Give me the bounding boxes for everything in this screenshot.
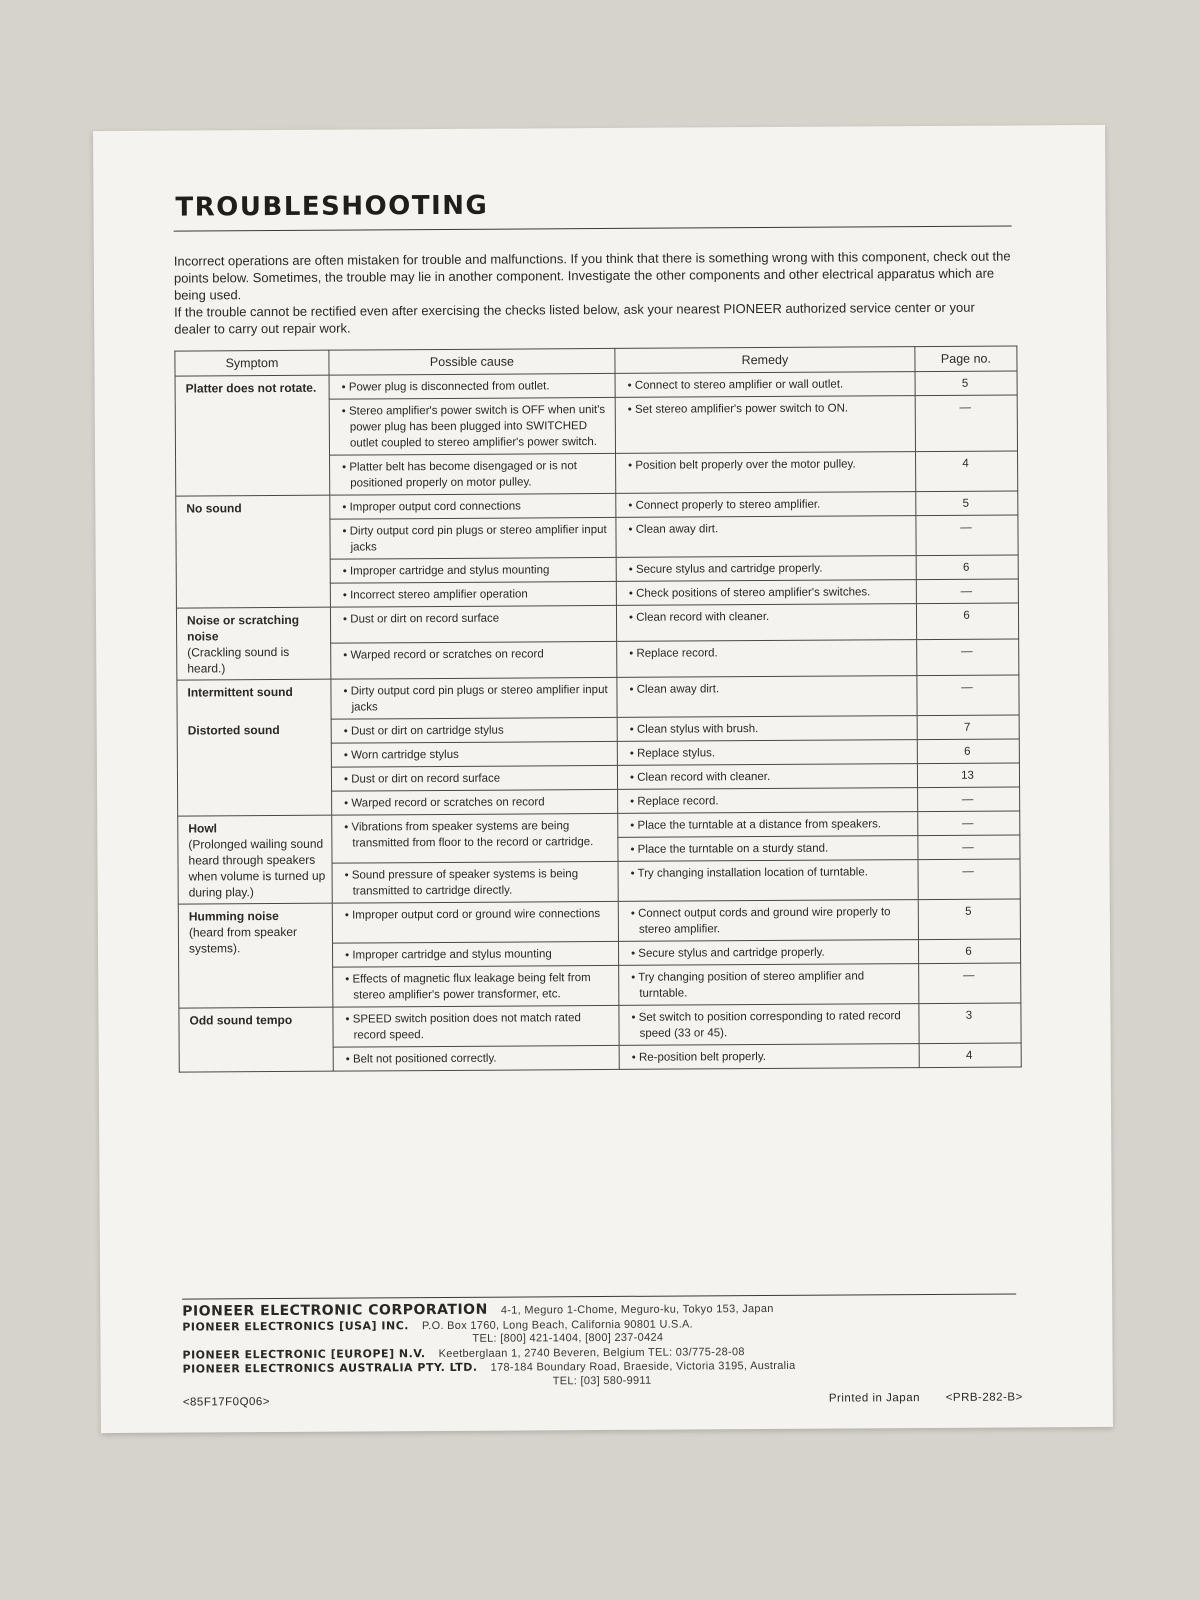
- remedy-cell-text: • Re-position belt properly.: [631, 1051, 766, 1064]
- cause-cell: [330, 517, 616, 559]
- page-title: TROUBLESHOOTING: [175, 190, 489, 223]
- remedy-cell-text: • Check positions of stereo amplifier's switches.: [628, 586, 871, 600]
- remedy-cell-text: • Clean away dirt.: [629, 683, 720, 696]
- cause-cell: [331, 641, 617, 679]
- symptom-cell: [179, 1007, 333, 1072]
- page-cell: —: [919, 963, 1021, 1004]
- cause-cell-text: • Stereo amplifier's power switch is OFF when unit's power plug has been plugged into SWITCHED outlet coupled to stereo amplifier's power switch.: [341, 403, 606, 450]
- remedy-cell-text: • Replace record.: [629, 647, 718, 660]
- header-remedy: Remedy: [615, 347, 915, 374]
- cause-cell: [330, 605, 616, 643]
- page-cell: —: [916, 579, 1018, 604]
- symptom-text: Odd sound tempo: [189, 1012, 293, 1028]
- page-cell: —: [918, 811, 1020, 836]
- cause-cell-text: • Improper output cord connections: [342, 500, 521, 514]
- australia-telephone: TEL: [03] 580-9911: [552, 1374, 652, 1387]
- symptom-text: Noise or scratching noise: [186, 612, 300, 644]
- remedy-cell: [616, 516, 916, 558]
- cause-cell: [330, 453, 616, 495]
- cause-cell: [332, 941, 618, 967]
- remedy-cell: [616, 452, 916, 494]
- cause-cell-text: • SPEED switch position does not match rated record speed.: [345, 1012, 581, 1042]
- remedy-cell-text: • Place the turntable on a sturdy stand.: [630, 842, 829, 856]
- remedy-cell-text: • Clean record with cleaner.: [629, 770, 771, 784]
- remedy-cell: [618, 940, 918, 966]
- page-cell: 6: [916, 555, 1018, 580]
- print-info: [829, 1391, 1023, 1404]
- page-cell: 7: [917, 715, 1019, 740]
- cause-cell-text: • Warped record or scratches on record: [344, 796, 545, 810]
- symptom-text: (Crackling sound is heard.): [187, 644, 290, 676]
- cause-cell-text: • Worn cartridge stylus: [343, 748, 459, 762]
- cause-cell-text: • Dust or dirt on cartridge stylus: [343, 724, 504, 738]
- symptom-text: Distorted sound: [187, 722, 280, 738]
- australia-address: 178-184 Boundary Road, Braeside, Victoria 3195, Australia: [490, 1359, 796, 1374]
- symptom-text: Howl: [188, 821, 218, 836]
- header-page-no: Page no.: [915, 346, 1017, 372]
- cause-cell-text: • Improper output cord or ground wire connections: [344, 908, 601, 922]
- remedy-cell: [618, 788, 918, 814]
- cause-cell: [331, 765, 617, 791]
- remedy-cell: [619, 964, 919, 1006]
- remedy-cell: [615, 396, 915, 454]
- cause-cell: [332, 861, 618, 903]
- symptom-cell: [178, 903, 333, 1008]
- printed-in-label: Printed in Japan: [828, 1392, 921, 1405]
- page-cell: 4: [916, 451, 1018, 492]
- remedy-cell-text: • Position belt properly over the motor pulley.: [628, 458, 856, 472]
- page-cell: 6: [917, 739, 1019, 764]
- cause-cell-text: • Warped record or scratches on record: [343, 648, 544, 662]
- remedy-cell: [618, 836, 918, 862]
- footer-divider: [182, 1293, 1016, 1299]
- cause-cell: [331, 741, 617, 767]
- remedy-cell: [615, 372, 915, 398]
- remedy-cell: [618, 812, 918, 838]
- table-row: [176, 603, 1018, 644]
- remedy-cell-text: • Clean away dirt.: [628, 523, 719, 536]
- symptom-cell: [177, 679, 332, 816]
- cause-cell-text: • Vibrations from speaker systems are being transmitted from floor to the record or cartridge.: [344, 820, 594, 850]
- remedy-cell: [617, 740, 917, 766]
- page-cell: 13: [917, 763, 1019, 788]
- page-cell: 5: [916, 491, 1018, 516]
- symptom-cell: [178, 815, 333, 904]
- intro-paragraph-2: If the trouble cannot be rectified even after exercising the checks listed below, ask your nearest PIONEER authorized service center or your dealer to carry out repair work.: [174, 299, 975, 337]
- document-code: <85F17F0Q06>: [182, 1396, 271, 1409]
- header-symptom: Symptom: [175, 350, 329, 376]
- cause-cell-text: • Dirty output cord pin plugs or stereo amplifier input jacks: [343, 683, 608, 714]
- page-cell: 6: [918, 939, 1020, 964]
- header-possible-cause: Possible cause: [329, 348, 615, 375]
- title-divider: [174, 225, 1012, 231]
- cause-cell: [330, 581, 616, 607]
- symptom-text: Humming noise: [188, 908, 279, 924]
- page-cell: 5: [915, 371, 1017, 396]
- table-row: [177, 675, 1019, 720]
- remedy-cell: [617, 676, 917, 718]
- cause-cell: [331, 717, 617, 743]
- usa-telephone: TEL: [800] 421-1404, [800] 237-0424: [472, 1331, 664, 1345]
- troubleshooting-table: [174, 345, 1021, 1072]
- cause-cell: [330, 493, 616, 519]
- page-cell: —: [918, 859, 1020, 900]
- cause-cell-text: • Sound pressure of speaker systems is being transmitted to cartridge directly.: [344, 868, 579, 898]
- usa-name: PIONEER ELECTRONICS [USA] INC.: [182, 1318, 409, 1334]
- page-cell: —: [918, 835, 1020, 860]
- page-cell: 5: [918, 899, 1020, 940]
- page-cell: —: [916, 515, 1018, 556]
- remedy-cell: [618, 900, 918, 942]
- remedy-cell-text: • Replace record.: [630, 795, 719, 808]
- cause-cell-text: • Improper cartridge and stylus mounting: [342, 564, 550, 578]
- remedy-cell: [616, 580, 916, 606]
- symptom-text: (heard from speaker systems).: [188, 924, 298, 956]
- remedy-cell-text: • Place the turntable at a distance from speakers.: [630, 818, 882, 832]
- page-cell: 4: [919, 1043, 1021, 1068]
- remedy-cell-text: • Try changing position of stereo amplifier and turntable.: [631, 970, 865, 1000]
- remedy-cell-text: • Clean record with cleaner.: [628, 610, 770, 624]
- intro-paragraph-1: Incorrect operations are often mistaken for trouble and malfunctions. If you think that there is something wrong with this component, check out the points below. Sometimes, the trouble may lie in another component. Investigate the other components and other electrical apparatus which are being used.: [173, 248, 1011, 303]
- corporation-address: 4-1, Meguro 1-Chome, Meguro-ku, Tokyo 153, Japan: [500, 1302, 774, 1317]
- cause-cell: [332, 901, 618, 943]
- australia-name: PIONEER ELECTRONICS AUSTRALIA PTY. LTD.: [182, 1360, 478, 1376]
- cause-cell-text: • Effects of magnetic flux leakage being felt from stereo amplifier's power transformer, etc.: [345, 972, 591, 1002]
- remedy-cell: [616, 556, 916, 582]
- cause-cell-text: • Dust or dirt on record surface: [342, 612, 500, 626]
- cause-cell: [332, 789, 618, 815]
- cause-cell: [331, 677, 617, 719]
- cause-cell-text: • Improper cartridge and stylus mounting: [345, 948, 552, 962]
- remedy-cell-text: • Set switch to position corresponding to rated record speed (33 or 45).: [631, 1010, 901, 1040]
- remedy-cell: [617, 716, 917, 742]
- remedy-cell: [616, 492, 916, 518]
- remedy-cell-text: • Connect output cords and ground wire properly to stereo amplifier.: [630, 906, 891, 936]
- remedy-cell-text: • Clean stylus with brush.: [629, 723, 759, 736]
- symptom-cell: [175, 375, 330, 496]
- corporation-name: PIONEER ELECTRONIC CORPORATION: [182, 1301, 488, 1320]
- table-body: [175, 371, 1021, 1072]
- cause-cell-text: • Dirty output cord pin plugs or stereo amplifier input jacks: [342, 523, 607, 554]
- table-row: [178, 899, 1020, 944]
- symptom-text: Intermittent sound: [187, 684, 293, 700]
- symptom-text: Platter does not rotate.: [185, 380, 317, 396]
- remedy-cell: [617, 764, 917, 790]
- usa-address: P.O. Box 1760, Long Beach, California 90801 U.S.A.: [421, 1317, 694, 1332]
- remedy-cell-text: • Connect to stereo amplifier or wall outlet.: [627, 378, 844, 392]
- manual-page: [93, 125, 1113, 1433]
- remedy-cell-text: • Replace stylus.: [629, 747, 716, 760]
- cause-cell-text: • Power plug is disconnected from outlet.: [341, 380, 550, 394]
- cause-cell: [333, 1045, 619, 1071]
- page-cell: —: [918, 787, 1020, 812]
- cause-cell: [333, 965, 619, 1007]
- cause-cell: [329, 373, 615, 399]
- intro-text: [174, 247, 1015, 337]
- cause-cell: [330, 557, 616, 583]
- symptom-cell: [176, 495, 331, 608]
- remedy-cell: [616, 604, 916, 642]
- cause-cell-text: • Platter belt has become disengaged or is not positioned properly on motor pulley.: [342, 460, 577, 490]
- table-row: [179, 1003, 1021, 1048]
- cause-cell-text: • Dust or dirt on record surface: [343, 772, 501, 786]
- remedy-cell-text: • Secure stylus and cartridge properly.: [628, 562, 823, 576]
- part-number: <PRB-282-B>: [945, 1391, 1023, 1404]
- europe-name: PIONEER ELECTRONIC [EUROPE] N.V.: [182, 1346, 426, 1362]
- page-cell: —: [917, 675, 1019, 716]
- symptom-text: (Prolonged wailing sound heard through speakers when volume is turned up during play.): [188, 836, 326, 900]
- europe-address: Keetberglaan 1, 2740 Beveren, Belgium TEL: 03/775-28-08: [438, 1345, 745, 1360]
- cause-cell: [332, 813, 618, 863]
- remedy-cell: [619, 1004, 919, 1046]
- symptom-cell: [176, 607, 330, 680]
- remedy-cell: [619, 1044, 919, 1070]
- remedy-cell-text: • Connect properly to stereo amplifier.: [628, 498, 821, 512]
- remedy-cell-text: • Secure stylus and cartridge properly.: [631, 946, 825, 960]
- remedy-cell: [617, 640, 917, 678]
- remedy-cell: [618, 860, 918, 902]
- cause-cell: [329, 397, 615, 455]
- company-footer: [182, 1300, 1023, 1390]
- cause-cell-text: • Incorrect stereo amplifier operation: [342, 588, 528, 602]
- symptom-text: No sound: [186, 501, 242, 516]
- cause-cell-text: • Belt not positioned correctly.: [345, 1052, 497, 1066]
- page-cell: —: [915, 395, 1017, 452]
- page-cell: —: [917, 639, 1019, 676]
- cause-cell: [333, 1005, 619, 1047]
- remedy-cell-text: • Try changing installation location of turntable.: [630, 866, 868, 880]
- page-cell: 3: [919, 1003, 1021, 1044]
- page-cell: 6: [916, 603, 1018, 640]
- remedy-cell-text: • Set stereo amplifier's power switch to ON.: [627, 402, 849, 416]
